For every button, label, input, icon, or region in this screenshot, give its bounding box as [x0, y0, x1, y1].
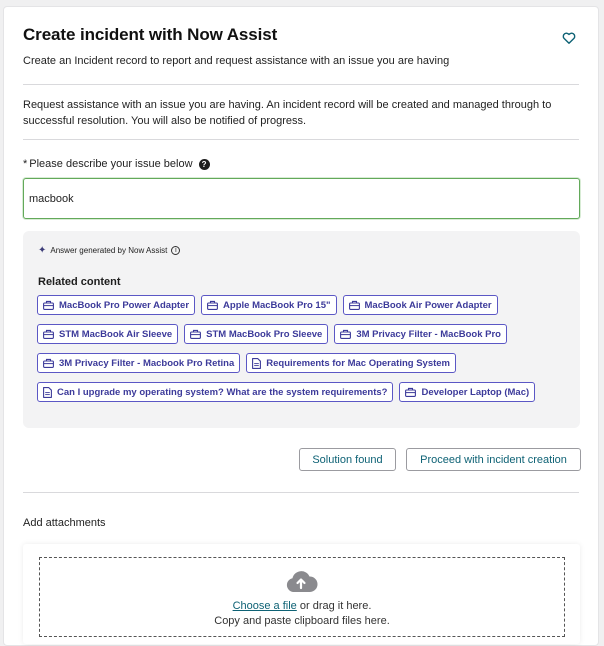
- catalog-icon: [349, 300, 365, 310]
- info-icon[interactable]: i: [171, 246, 180, 255]
- now-assist-note-text: Answer generated by Now Assist: [50, 246, 168, 255]
- chip-row: [37, 324, 567, 344]
- related-content-chip[interactable]: [399, 382, 535, 402]
- chip-label: Requirements for Mac Operating System: [266, 357, 450, 369]
- solution-found-button[interactable]: Solution found: [299, 448, 396, 471]
- chip-label: Developer Laptop (Mac): [421, 386, 530, 398]
- chip-label: Can I upgrade my operating system? What are the system requirements?: [57, 386, 388, 398]
- catalog-icon: [190, 329, 206, 339]
- catalog-icon: [340, 329, 356, 339]
- description-divider: [23, 139, 579, 140]
- chip-row: [37, 353, 567, 373]
- heart-icon[interactable]: [562, 31, 576, 45]
- chip-row: [37, 382, 567, 402]
- chip-label: Apple MacBook Pro 15": [223, 299, 331, 311]
- issue-label-text: Please describe your issue below: [29, 158, 193, 170]
- article-icon: [43, 387, 57, 398]
- help-icon[interactable]: ?: [199, 159, 210, 170]
- chip-label: 3M Privacy Filter - Macbook Pro Retina: [59, 357, 235, 369]
- file-dropzone[interactable]: [39, 557, 565, 637]
- chip-label: 3M Privacy Filter - MacBook Pro: [356, 328, 501, 340]
- related-content-chips: [37, 295, 567, 411]
- catalog-icon: [207, 300, 223, 310]
- attachments-divider: [23, 492, 579, 493]
- chip-label: STM MacBook Air Sleeve: [59, 328, 173, 340]
- related-content-chip[interactable]: [37, 353, 240, 373]
- choose-file-link[interactable]: Choose a file: [232, 600, 297, 612]
- page-title: Create incident with Now Assist: [23, 25, 278, 44]
- cloud-upload-icon: [284, 568, 318, 594]
- related-content-chip[interactable]: [334, 324, 507, 344]
- page-subtitle: Create an Incident record to report and request assistance with an issue you are having: [23, 55, 450, 67]
- catalog-icon: [405, 387, 421, 397]
- attachments-title: Add attachments: [23, 517, 106, 529]
- related-content-chip[interactable]: [184, 324, 328, 344]
- chip-label: MacBook Air Power Adapter: [364, 299, 492, 311]
- now-assist-note: [38, 245, 180, 256]
- form-description: Request assistance with an issue you are having. An incident record will be created and managed through to successful resolution. You will also be notified of progress.: [23, 99, 552, 127]
- required-marker: *: [23, 158, 28, 170]
- related-content-chip[interactable]: [37, 324, 178, 344]
- chip-row: [37, 295, 567, 315]
- catalog-icon: [43, 329, 59, 339]
- drop-instructions: [40, 600, 564, 612]
- related-content-chip[interactable]: [201, 295, 336, 315]
- related-content-chip[interactable]: [37, 382, 393, 402]
- issue-description-input[interactable]: [23, 178, 580, 219]
- attachments-panel: [23, 544, 580, 644]
- catalog-icon: [43, 300, 59, 310]
- article-icon: [252, 358, 266, 369]
- form-header: [23, 25, 579, 67]
- sparkle-icon: ✦: [38, 245, 47, 256]
- proceed-incident-button[interactable]: Proceed with incident creation: [406, 448, 581, 471]
- related-content-title: Related content: [38, 276, 121, 288]
- related-content-chip[interactable]: [246, 353, 456, 373]
- incident-form-card: [3, 6, 599, 646]
- related-content-chip[interactable]: [343, 295, 498, 315]
- issue-field-label: [23, 158, 210, 170]
- paste-instructions: Copy and paste clipboard files here.: [214, 615, 390, 627]
- catalog-icon: [43, 358, 59, 368]
- header-divider: [23, 84, 579, 85]
- chip-label: STM MacBook Pro Sleeve: [206, 328, 323, 340]
- now-assist-panel: [23, 231, 580, 428]
- chip-label: MacBook Pro Power Adapter: [59, 299, 190, 311]
- drag-text: or drag it here.: [299, 600, 372, 612]
- related-content-chip[interactable]: [37, 295, 195, 315]
